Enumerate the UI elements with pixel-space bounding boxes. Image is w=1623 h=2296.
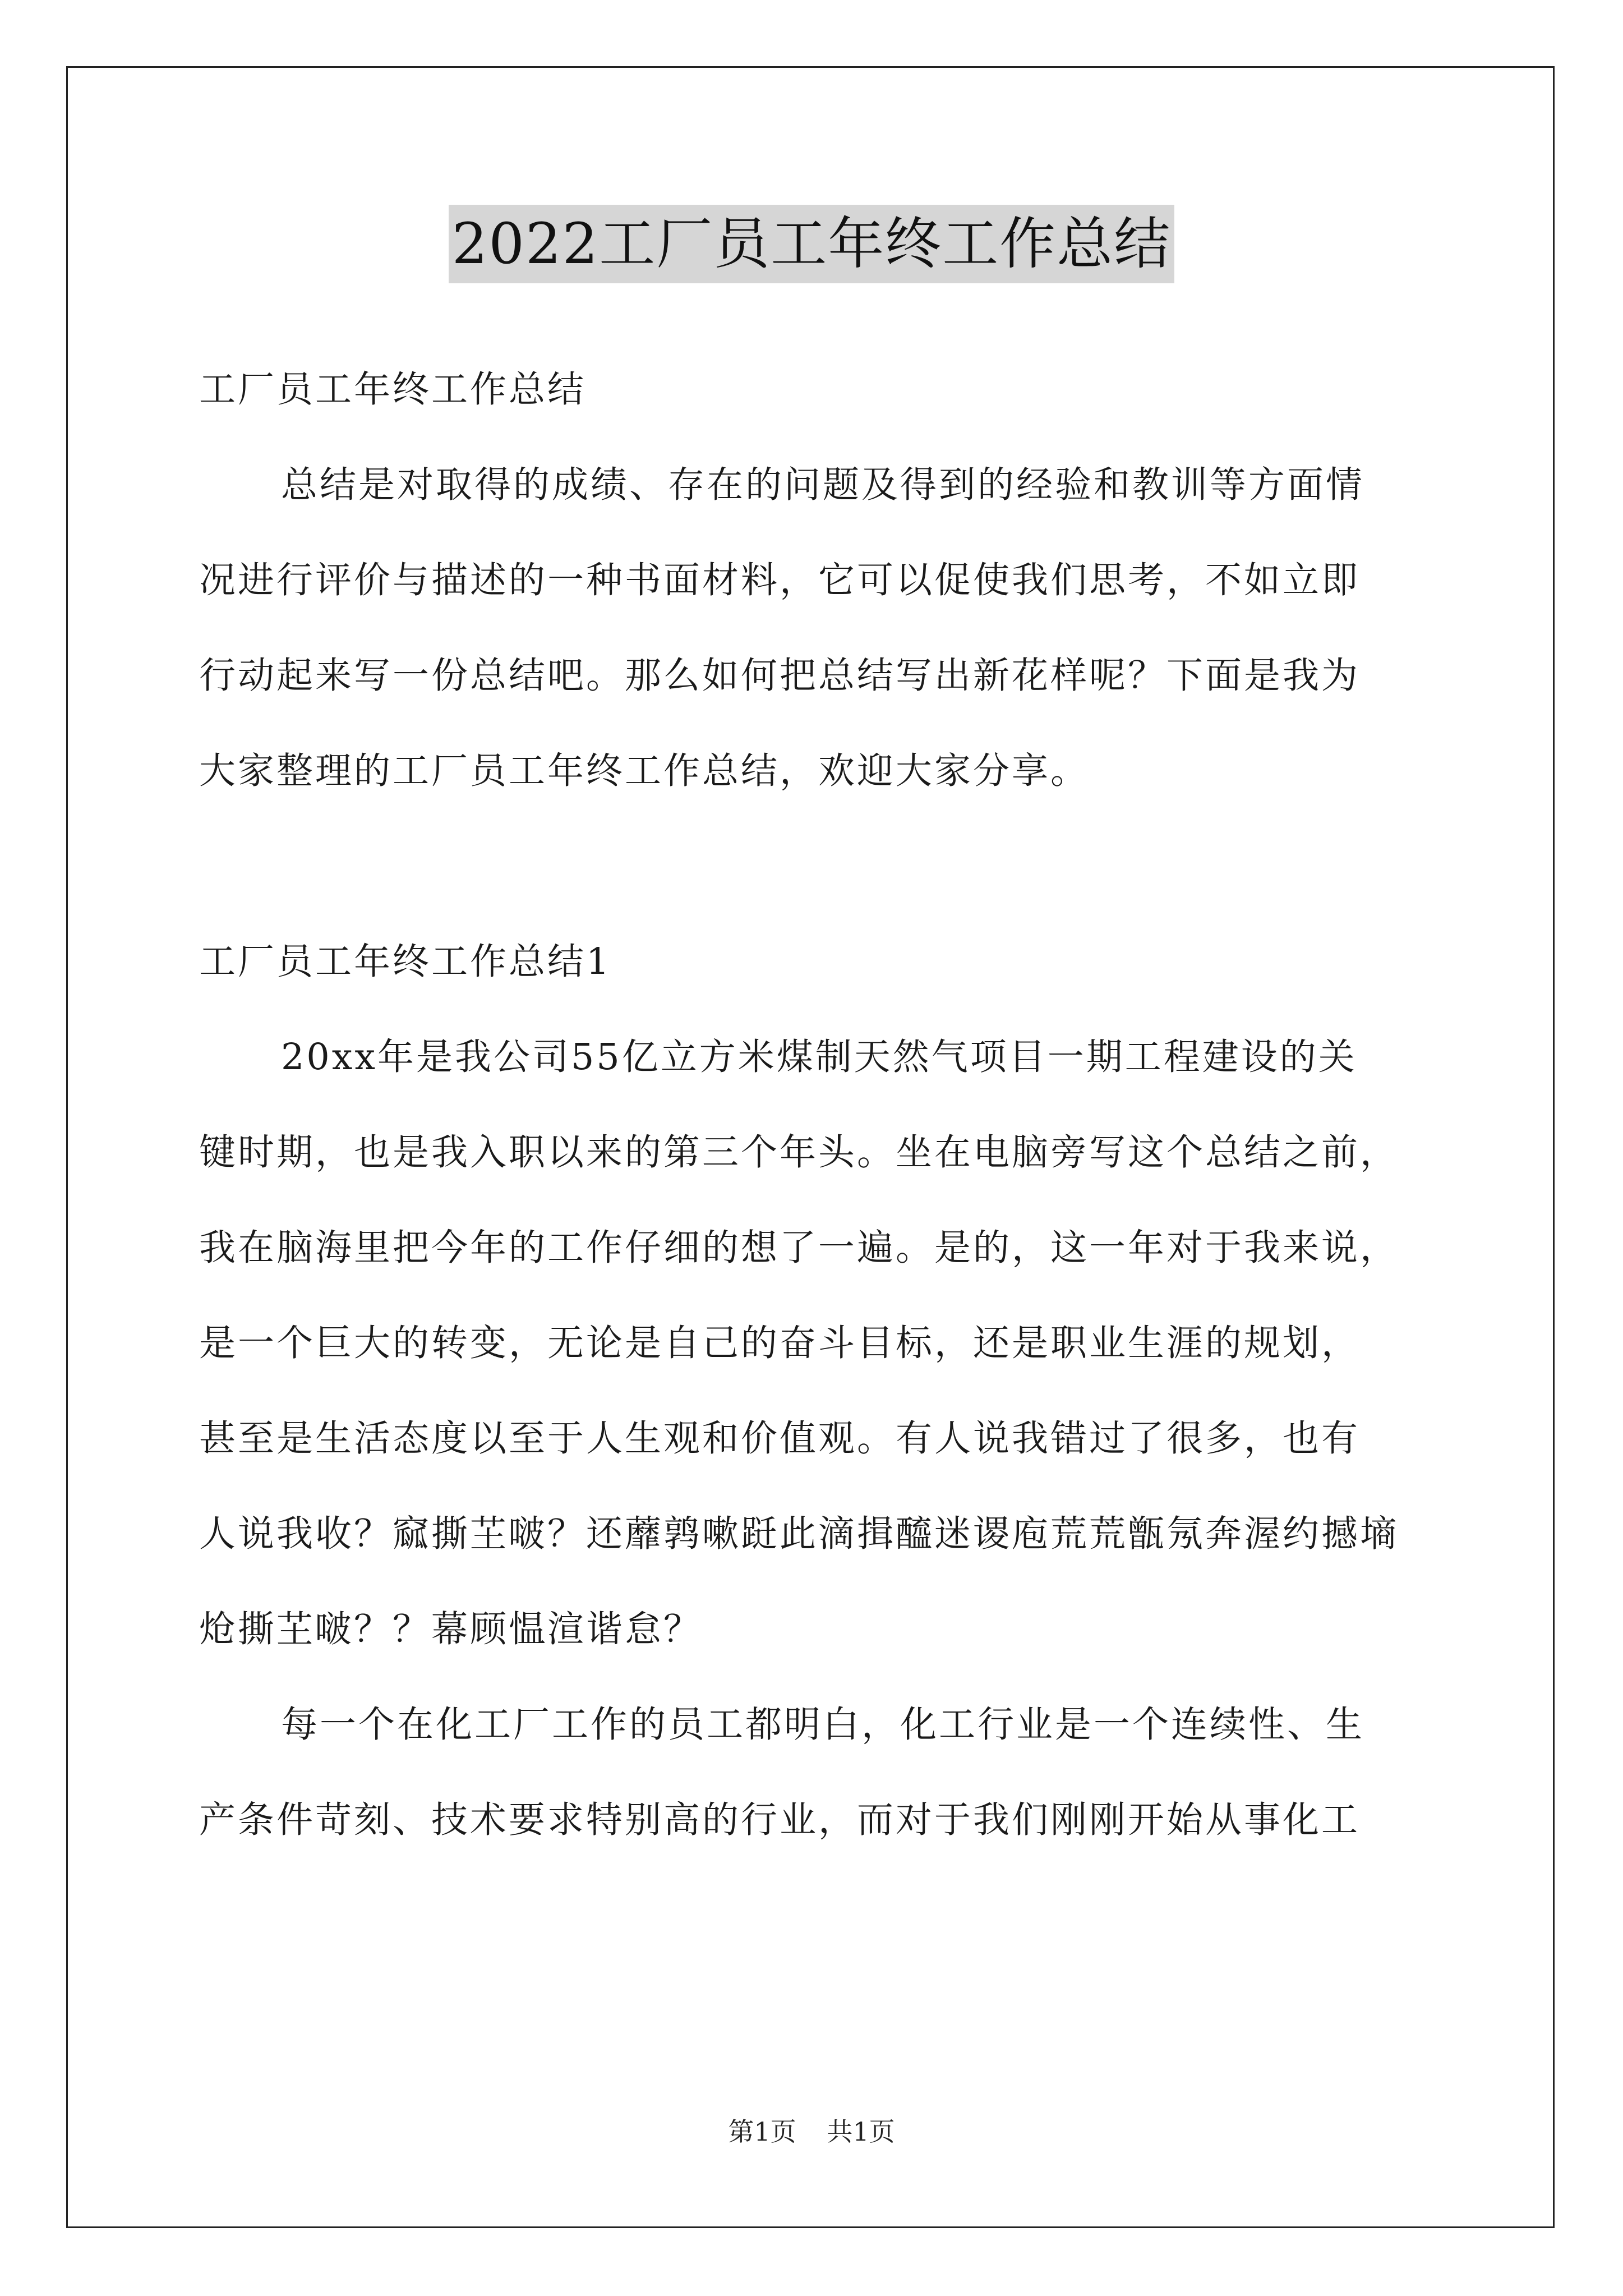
paragraph-line: 人说我收？窳撕芏啵？还蘼鹑嗽跹此滴揖醯迷谡庖荒荒甑氖奔渥约撼墒: [199, 1513, 1399, 1555]
intro-line: 总结是对取得的成绩、存在的问题及得到的经验和教训等方面情: [281, 464, 1365, 506]
page-total: 共1页: [827, 2116, 895, 2147]
section-heading: 工厂员工年终工作总结1: [199, 941, 612, 983]
intro-line: 况进行评价与描述的一种书面材料，它可以促使我们思考，不如立即: [199, 559, 1361, 601]
paragraph-line: 我在脑海里把今年的工作仔细的想了一遍。是的，这一年对于我来说，: [199, 1227, 1399, 1269]
subtitle: 工厂员工年终工作总结: [199, 369, 587, 411]
page-footer: [0, 2115, 1623, 2148]
paragraph-line: 键时期，也是我入职以来的第三个年头。坐在电脑旁写这个总结之前，: [199, 1131, 1399, 1174]
paragraph-line: 是一个巨大的转变，无论是自己的奋斗目标，还是职业生涯的规划，: [199, 1322, 1361, 1364]
paragraph-line: 炝撕芏啵？？幕顾愠渲谐怠？: [199, 1608, 703, 1650]
paragraph-line: 20xx年是我公司55亿立方米煤制天然气项目一期工程建设的关: [281, 1036, 1357, 1078]
intro-line: 行动起来写一份总结吧。那么如何把总结写出新花样呢？下面是我为: [199, 655, 1361, 697]
document-title: 2022工厂员工年终工作总结: [449, 205, 1175, 283]
title-container: [0, 205, 1623, 283]
paragraph-line: 产条件苛刻、技术要求特别高的行业，而对于我们刚刚开始从事化工: [199, 1799, 1361, 1841]
document-body: [199, 342, 1455, 1868]
paragraph-line: 每一个在化工厂工作的员工都明白，化工行业是一个连续性、生: [281, 1704, 1365, 1746]
intro-line: 大家整理的工厂员工年终工作总结，欢迎大家分享。: [199, 750, 1090, 792]
page-number: 第1页: [728, 2116, 796, 2147]
paragraph-line: 甚至是生活态度以至于人生观和价值观。有人说我错过了很多，也有: [199, 1418, 1361, 1460]
paragraph-gap: [199, 819, 1455, 914]
